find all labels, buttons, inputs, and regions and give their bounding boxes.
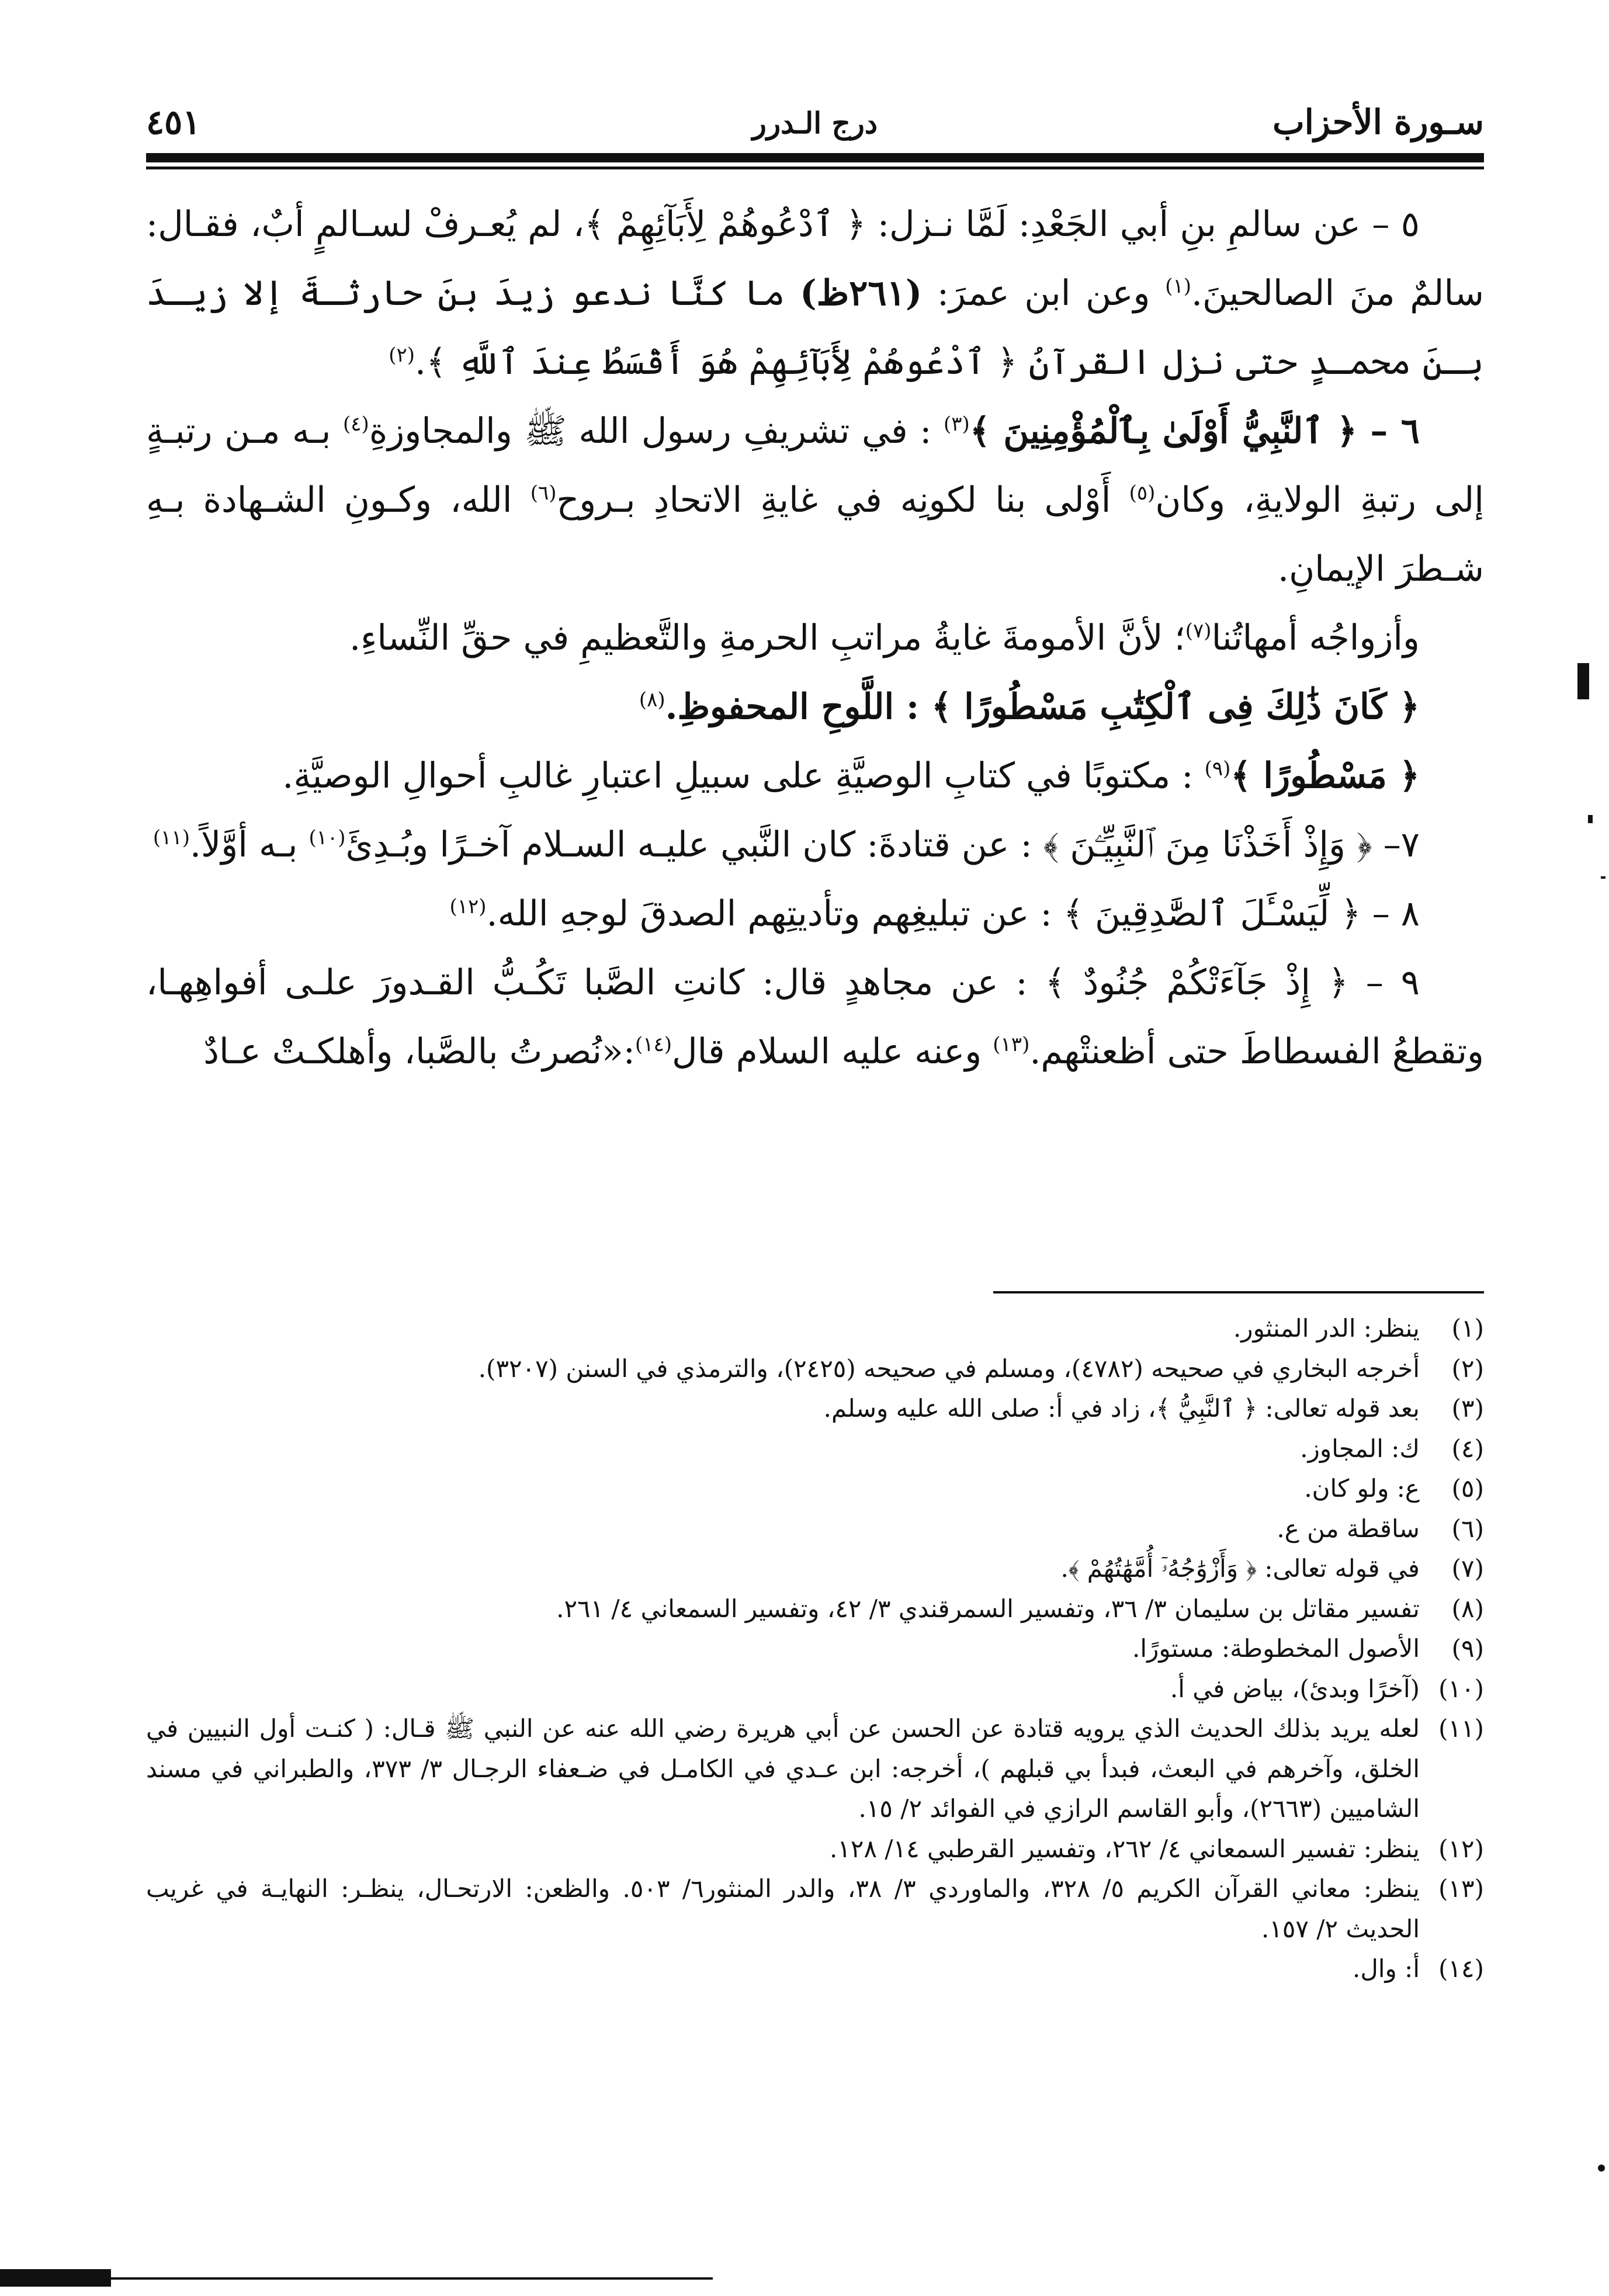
- text-segment: ما كنَّا ندعو زيدَ بنَ حارثـةَ إلا زيـدَ بـنَ محمـدٍ حتى نزل القرآنُ ﴿ ٱدْعُوهُمْ لِأَبَآئِهِمْ هُوَ أَقْسَطُ عِندَ ٱللَّهِ ﴾.: [146, 273, 1484, 383]
- paragraph-verse-5: [146, 190, 1484, 397]
- footnote-item: [146, 1829, 1484, 1870]
- scan-edge-line: [0, 2277, 713, 2280]
- header-rule-thick: [146, 153, 1484, 162]
- footnote-number: (٧): [1451, 1554, 1484, 1583]
- main-text: [146, 190, 1484, 1086]
- footnote-separator: [993, 1291, 1484, 1293]
- text-segment: أَوْلى بنا لكونِه في غايةِ الاتحادِ بـروح: [556, 480, 1129, 521]
- footnote-ref: (٤): [343, 412, 369, 436]
- page-number: ٤٥١: [146, 102, 201, 142]
- paragraph-mastura: [146, 741, 1484, 810]
- footnote-item: [146, 1349, 1484, 1389]
- footnote-item: [146, 1949, 1484, 1989]
- book-title: درج الـدرر: [752, 106, 878, 140]
- footnote-item: [146, 1309, 1484, 1349]
- scan-mark: [1577, 663, 1589, 699]
- footnote-text: أ: وال.: [1353, 1954, 1420, 1983]
- footnote-item: [146, 1869, 1484, 1949]
- footnote-text: تفسير مقاتل بن سليمان ٣/ ٣٦، وتفسير السمرقندي ٣/ ٤٢، وتفسير السمعاني ٤/ ٢٦١.: [556, 1594, 1420, 1623]
- manuscript-folio-ref: (٢٦١ظ): [800, 273, 923, 314]
- quran-verse: ٦ – ﴿ ٱلنَّبِيُّ أَوْلَىٰ بِٱلْمُؤْمِنِينَ ﴾: [969, 411, 1420, 452]
- scan-mark: [1588, 815, 1593, 823]
- text-segment: ٩ – ﴿ إِذْ جَآءَتْكُمْ جُنُودٌ ﴾ : عن مجاهدٍ قال: كانتِ الصَّبا تَكُـبُّ القـدورَ علـى أفواهِهـا، وتقطعُ الفسطاطَ حتى أظعنتْهم.: [146, 962, 1484, 1072]
- footnote-text: ك: المجاوز.: [1300, 1434, 1420, 1463]
- text-segment: بـه أوَّلاً.: [189, 824, 309, 865]
- text-segment: وعن ابن عمرَ:: [922, 273, 1166, 314]
- footnote-ref: (٥): [1129, 481, 1156, 505]
- footnote-ref: (١٠): [308, 826, 346, 849]
- running-header: [146, 102, 1484, 149]
- footnote-ref: (٣): [944, 412, 970, 436]
- footnote-number: (٢): [1451, 1354, 1484, 1383]
- footnote-text: لعله يريد بذلك الحديث الذي يرويه قتادة عن الحسن عن أبي هريرة رضي الله عنه عن النبي ﷺ قـال: ( كنـت أول النبيين في الخلق، وآخرهم في البعث، فبدأ بي قبلهم )، أخرجه: ابن عـدي في الكامـل في ضـعفاء الرجـال ٣/ ٣٧٣، والطبراني في مسند الشاميين (٢٦٦٣)، وأبو القاسم الرازي في الفوائد ٢/ ١٥.: [146, 1714, 1420, 1823]
- footnote-number: (١٤): [1438, 1954, 1484, 1983]
- text-segment: :«نُصرتُ بالصَّبا، وأهلكـتْ عـادٌ: [203, 1031, 635, 1072]
- text-segment: ٧– ﴿ وَإِذْ أَخَذْنَا مِنَ ٱلنَّبِيِّـۧنَ ﴾ : عن قتادةَ: كان النَّبي عليـه السـلام آخـرًا وبُـدِئَ: [345, 824, 1420, 865]
- text-segment: وأزواجُه أمهاتُنا: [1211, 618, 1420, 658]
- text-segment: الله، وكـونِ الشـهادة بـهِ شـطرَ الإيمانِ.: [146, 480, 1484, 589]
- quran-verse: ﴿ كَانَ ذَٰلِكَ فِى ٱلْكِتَٰبِ مَسْطُورًا ﴾ : اللَّوحِ المحفوظِ.: [665, 686, 1420, 727]
- footnote-ref: (١٣): [993, 1033, 1030, 1056]
- footnote-item: [146, 1469, 1484, 1509]
- paragraph-verse-9: [146, 948, 1484, 1086]
- footnote-text: الأصول المخطوطة: مستورًا.: [1132, 1634, 1420, 1663]
- footnote-item: [146, 1429, 1484, 1469]
- footnote-number: (١٠): [1438, 1674, 1484, 1703]
- footnote-number: (٤): [1451, 1434, 1484, 1463]
- footnote-item: [146, 1709, 1484, 1829]
- footnote-number: (١٢): [1438, 1834, 1484, 1863]
- footnote-ref: (١): [1165, 275, 1191, 298]
- footnote-number: (١): [1451, 1314, 1484, 1343]
- footnote-item: [146, 1389, 1484, 1429]
- surah-title: سـورة الأحزاب: [1272, 102, 1484, 142]
- footnote-text: ينظر: تفسير السمعاني ٤/ ٢٦٢، وتفسير القرطبي ١٤/ ١٢٨.: [829, 1834, 1420, 1863]
- paragraph-verse-7: [146, 810, 1484, 879]
- footnote-item: [146, 1549, 1484, 1589]
- footnote-text: أخرجه البخاري في صحيحه (٤٧٨٢)، ومسلم في صحيحه (٢٤٢٥)، والترمذي في السنن (٣٢٠٧).: [478, 1354, 1420, 1383]
- footnote-ref: (١٢): [449, 895, 487, 918]
- quran-verse: ﴿ مَسْطُورًا ﴾: [1230, 755, 1420, 796]
- footnote-number: (٣): [1451, 1394, 1484, 1423]
- text-segment: ٨ – ﴿ لِّيَسْـَٔلَ ٱلصَّٰدِقِينَ ﴾ : عن تبليغِهم وتأديتِهم الصدقَ لوجهِ الله.: [486, 893, 1420, 934]
- footnotes-list: [146, 1309, 1484, 1989]
- footnote-number: (٨): [1451, 1594, 1484, 1623]
- paragraph-wives: [146, 604, 1484, 672]
- footnote-item: [146, 1509, 1484, 1549]
- footnote-text: ينظر: معاني القرآن الكريم ٥/ ٣٢٨، والماوردي ٣/ ٣٨، والدر المنثور٦/ ٥٠٣. والظعن: الارتحـال، ينظـر: النهايـة في غريب الحديث ٢/ ١٥٧.: [146, 1874, 1420, 1943]
- footnote-ref: (٦): [530, 481, 557, 505]
- footnote-text: ع: ولو كان.: [1304, 1474, 1420, 1503]
- footnote-number: (١١): [1438, 1714, 1484, 1743]
- paragraph-verse-6: [146, 397, 1484, 604]
- footnote-text: (آخرًا وبدئ)، بياض في أ.: [1170, 1674, 1420, 1703]
- scan-mark: [1598, 2165, 1605, 2172]
- footnote-text: ساقطة من ع.: [1277, 1514, 1420, 1543]
- text-segment: : مكتوبًا في كتابِ الوصيَّةِ على سبيلِ اعتبارِ غالبِ أحوالِ الوصيَّةِ.: [282, 755, 1205, 796]
- footnote-text: ينظر: الدر المنثور.: [1233, 1314, 1420, 1343]
- footnote-text: في قوله تعالى: ﴿ وَأَزْوَٰجُهُۥٓ أُمَّهَٰتُهُمْ ﴾.: [1060, 1554, 1420, 1583]
- footnote-ref: (١١): [152, 826, 190, 849]
- footnote-number: (٦): [1451, 1514, 1484, 1543]
- text-segment: ؛ لأنَّ الأمومةَ غايةُ مراتبِ الحرمةِ والتَّعظيمِ في حقِّ النِّساءِ.: [349, 618, 1185, 658]
- footnote-ref: (٢): [389, 344, 415, 367]
- header-rule-thin: [146, 167, 1484, 169]
- footnote-item: [146, 1629, 1484, 1669]
- text-segment: ٥ – عن سالمِ بنِ أبي الجَعْدِ: لَمَّا نـزل: ﴿ ٱدْعُوهُمْ لِأَبَآئِهِمْ ﴾، لم يُعـرفْ لسـالمٍ أبٌ، فقـال: سالمٌ منَ الصالحينَ.: [146, 204, 1484, 314]
- footnote-ref: (٨): [639, 688, 665, 712]
- footnote-ref: (١٤): [634, 1033, 672, 1056]
- footnote-number: (٩): [1451, 1634, 1484, 1663]
- footnote-number: (٥): [1451, 1474, 1484, 1503]
- footnote-item: [146, 1669, 1484, 1709]
- footnote-ref: (٧): [1185, 619, 1212, 643]
- paragraph-kitab: [146, 672, 1484, 741]
- footnote-number: (١٣): [1438, 1874, 1484, 1903]
- text-segment: وعنه عليه السلام قال: [672, 1031, 993, 1072]
- footnote-text: بعد قوله تعالى: ﴿ ٱلنَّبِيُّ ﴾، زاد في أ: صلى الله عليه وسلم.: [823, 1394, 1420, 1423]
- footnote-ref: (٩): [1204, 757, 1231, 781]
- footnote-item: [146, 1589, 1484, 1629]
- text-segment: بـه مـن رتبـةٍ إلى رتبةِ الولايةِ، وكان: [146, 411, 1485, 521]
- paragraph-verse-8: [146, 879, 1484, 948]
- text-segment: : في تشريفِ رسول الله ﷺ والمجاوزةِ: [369, 411, 944, 452]
- scan-mark: [1601, 876, 1605, 879]
